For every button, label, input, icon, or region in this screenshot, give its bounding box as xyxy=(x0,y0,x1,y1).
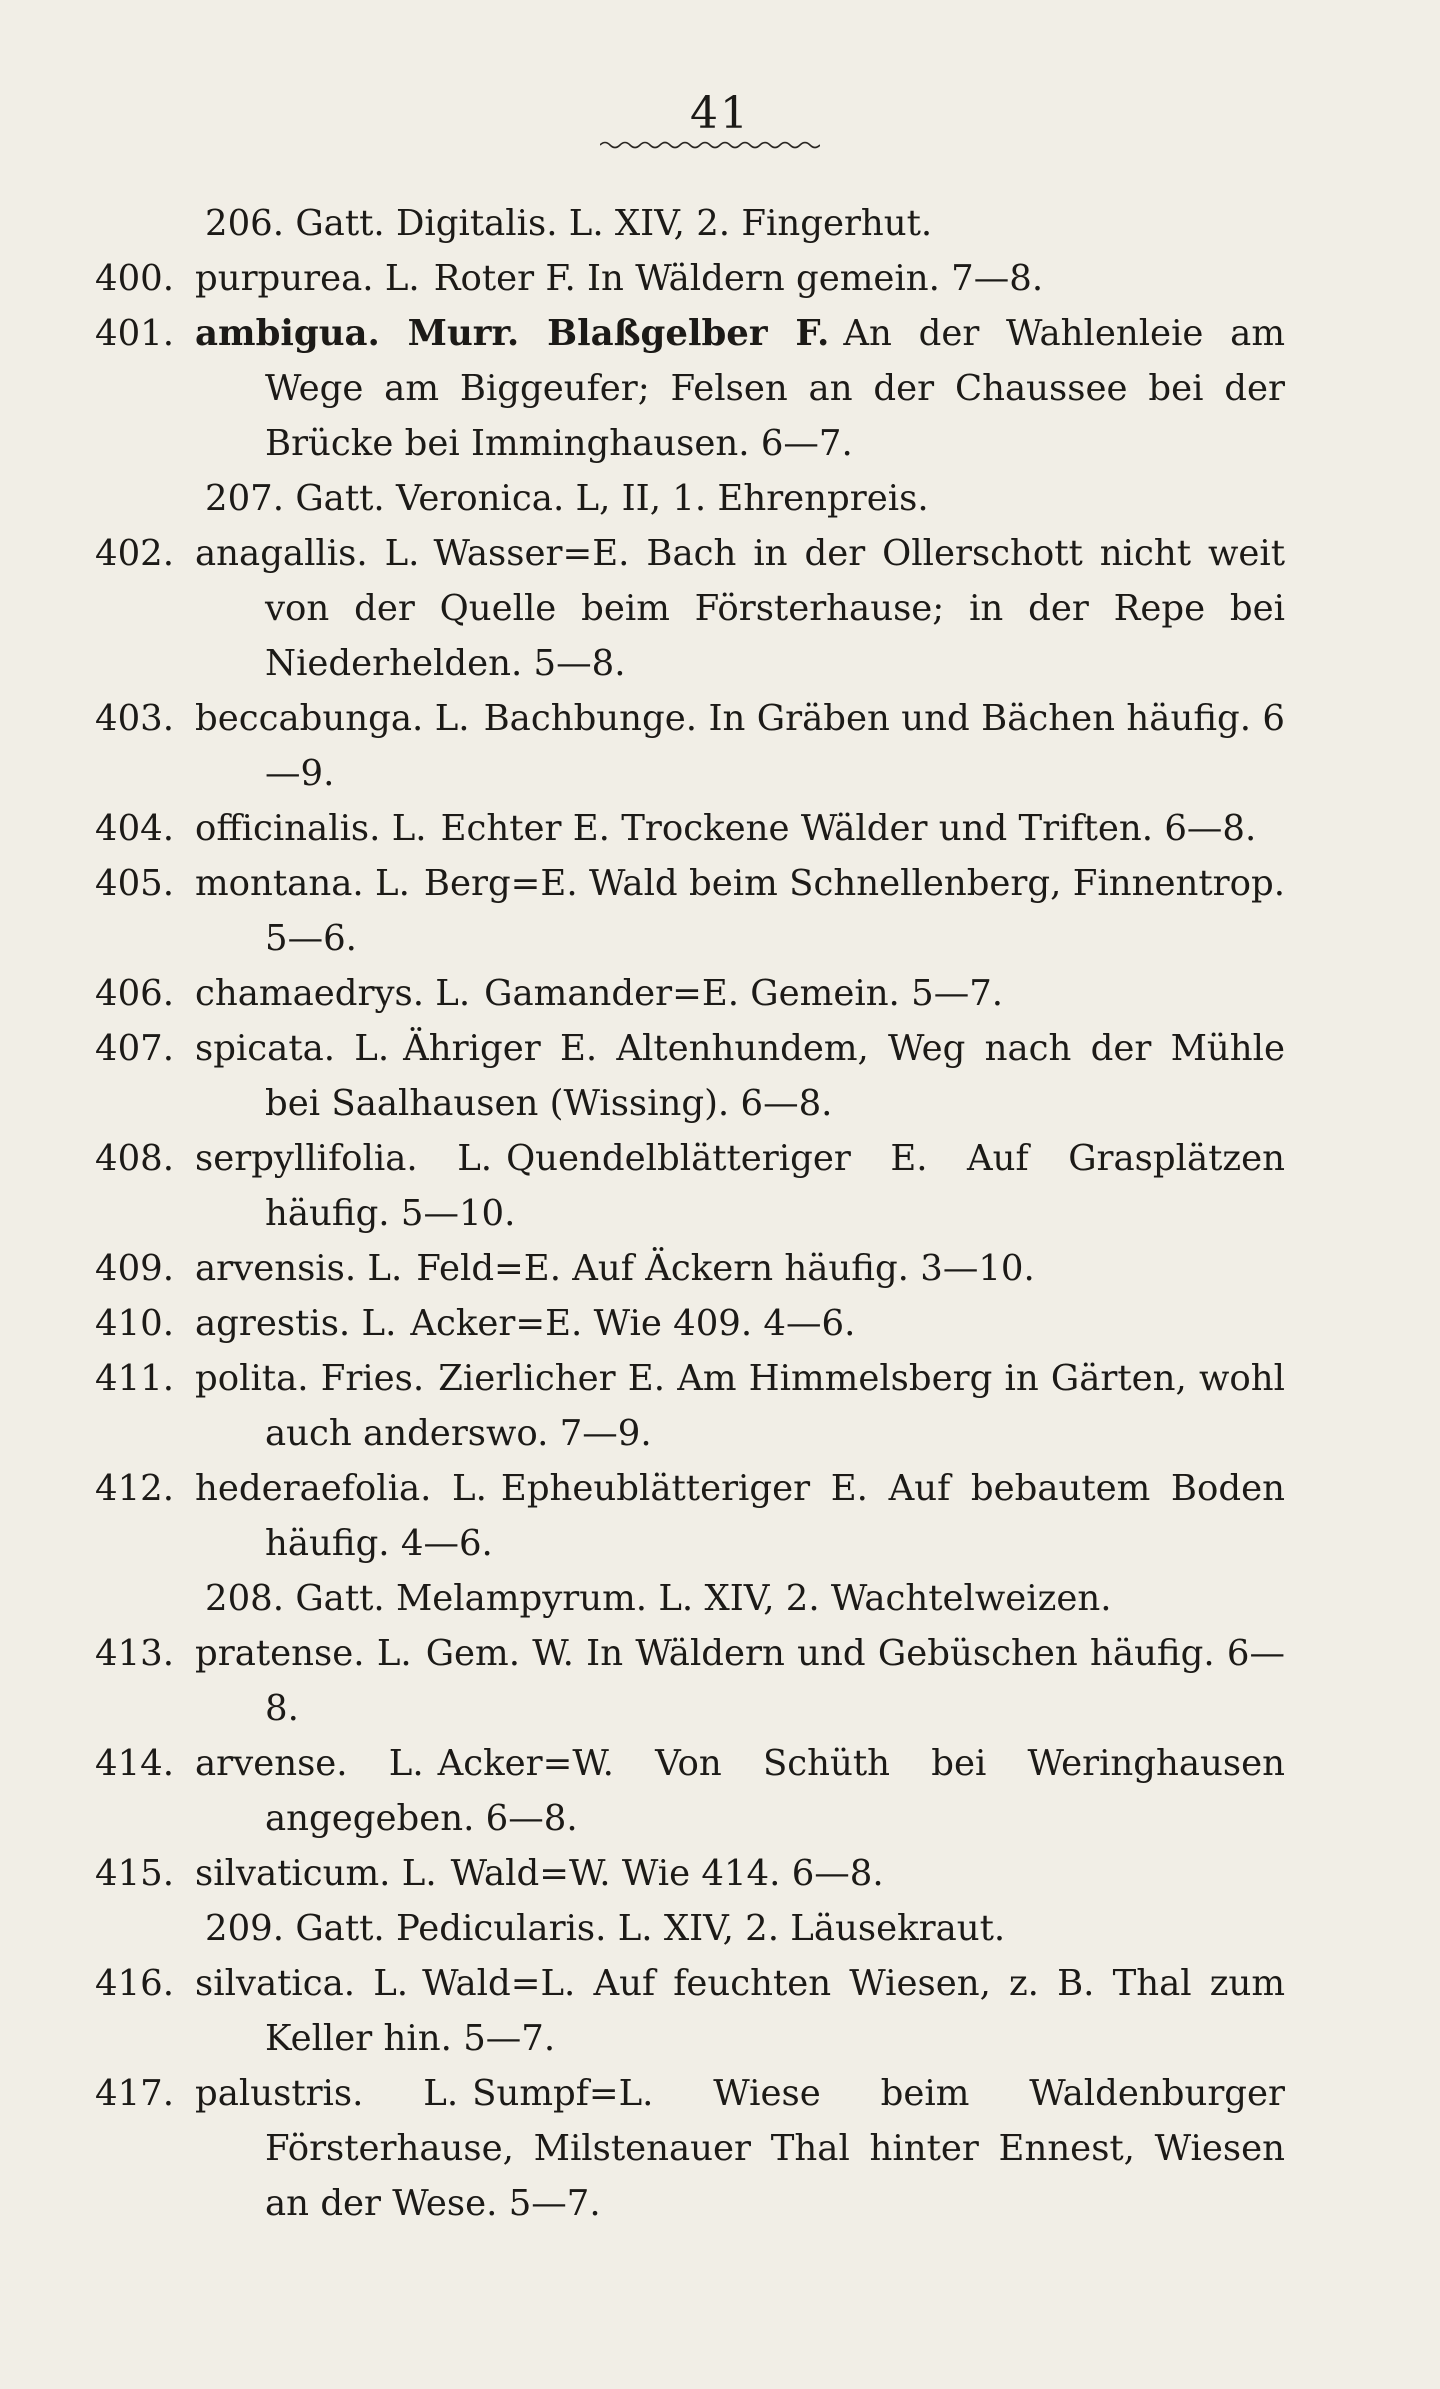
species-entry xyxy=(95,1241,1285,1296)
species-name: agrestis. L. xyxy=(195,1303,397,1344)
text-body xyxy=(95,196,1285,2231)
entry-number: 409. xyxy=(95,1248,175,1289)
entry-number: 413. xyxy=(95,1633,175,1674)
species-entry xyxy=(95,1846,1285,1901)
genus-heading: 208. Gatt. Melampyrum. L. XIV, 2. Wachtelweizen. xyxy=(205,1578,1112,1619)
species-entry xyxy=(95,691,1285,801)
species-description: Roter F. In Wäldern gemein. 7—8. xyxy=(433,258,1044,299)
entry-number: 412. xyxy=(95,1468,175,1509)
entry-number: 415. xyxy=(95,1853,175,1894)
species-name: palustris. L. xyxy=(195,2073,459,2114)
species-name: anagallis. L. xyxy=(195,533,420,574)
entry-number: 411. xyxy=(95,1358,175,1399)
species-name: pratense. L. xyxy=(195,1633,412,1674)
genus-heading: 209. Gatt. Pedicularis. L. XIV, 2. Läusekraut. xyxy=(205,1908,1006,1949)
species-description: An der Wahlenleie am Wege am Biggeufer; Felsen an der Chaussee bei der Brücke bei Imminghausen. 6—7. xyxy=(265,313,1285,464)
species-entry xyxy=(95,1626,1285,1736)
entry-number: 405. xyxy=(95,863,175,904)
entry-number: 400. xyxy=(95,258,175,299)
species-entry xyxy=(95,801,1285,856)
species-name: chamaedrys. L. xyxy=(195,973,471,1014)
species-entry xyxy=(95,1736,1285,1846)
species-name: officinalis. L. xyxy=(195,808,427,849)
genus-heading: 206. Gatt. Digitalis. L. XIV, 2. Fingerhut. xyxy=(205,203,933,244)
species-entry xyxy=(95,1956,1285,2066)
species-name: serpyllifolia. L. xyxy=(195,1138,493,1179)
species-entry xyxy=(95,2066,1285,2231)
species-description: Sumpf=L. Wiese beim Waldenburger Försterhause, Milstenauer Thal hinter Ennest, Wiesen an der Wese. 5—7. xyxy=(265,2073,1286,2224)
species-description: Ähriger E. Altenhundem, Weg nach der Mühle bei Saalhausen (Wissing). 6—8. xyxy=(265,1028,1286,1124)
entry-number: 408. xyxy=(95,1138,175,1179)
species-description: Epheublätteriger E. Auf bebautem Boden häufig. 4—6. xyxy=(265,1468,1285,1564)
species-name: spicata. L. xyxy=(195,1028,390,1069)
species-name: silvatica. L. xyxy=(195,1963,409,2004)
species-description: Wald=W. Wie 414. 6—8. xyxy=(450,1853,884,1894)
species-entry xyxy=(95,966,1285,1021)
species-entry xyxy=(95,526,1285,691)
species-description: Quendelblätteriger E. Auf Grasplätzen häufig. 5—10. xyxy=(265,1138,1285,1234)
species-name: purpurea. L. xyxy=(195,258,420,299)
species-description: Wald=L. Auf feuchten Wiesen, z. B. Thal zum Keller hin. 5—7. xyxy=(265,1963,1285,2059)
species-entry xyxy=(95,1351,1285,1461)
entry-number: 402. xyxy=(95,533,175,574)
species-entry xyxy=(95,1461,1285,1571)
species-name: ambigua. Murr. Blaßgelber F. xyxy=(195,313,830,354)
species-name: beccabunga. L. xyxy=(195,698,470,739)
species-description: Echter E. Trockene Wälder und Triften. 6—8. xyxy=(440,808,1257,849)
species-name: polita. Fries. xyxy=(195,1358,425,1399)
entry-number: 404. xyxy=(95,808,175,849)
entry-number: 410. xyxy=(95,1303,175,1344)
entry-number: 416. xyxy=(95,1963,175,2004)
species-description: Gamander=E. Gemein. 5—7. xyxy=(484,973,1004,1014)
species-description: Feld=E. Auf Äckern häufig. 3—10. xyxy=(416,1248,1035,1289)
species-description: Bachbunge. In Gräben und Bächen häufig. 6—9. xyxy=(265,698,1286,794)
entry-number: 414. xyxy=(95,1743,175,1784)
species-description: Zierlicher E. Am Himmelsberg in Gärten, wohl auch anderswo. 7—9. xyxy=(265,1358,1285,1454)
species-description: Wasser=E. Bach in der Ollerschott nicht weit von der Quelle beim Försterhause; in der Repe bei Niederhelden. 5—8. xyxy=(265,533,1285,684)
species-description: Acker=E. Wie 409. 4—6. xyxy=(410,1303,856,1344)
entry-number: 403. xyxy=(95,698,175,739)
species-entry xyxy=(95,856,1285,966)
species-description: Gem. W. In Wäldern und Gebüschen häufig. 6—8. xyxy=(265,1633,1286,1729)
species-description: Berg=E. Wald beim Schnellenberg, Finnentrop. 5—6. xyxy=(265,863,1285,959)
entry-number: 407. xyxy=(95,1028,175,1069)
entry-number: 406. xyxy=(95,973,175,1014)
page-number: 41 xyxy=(690,88,750,139)
species-entry xyxy=(95,1021,1285,1131)
species-name: silvaticum. L. xyxy=(195,1853,437,1894)
entry-number: 417. xyxy=(95,2073,175,2114)
species-name: montana. L. xyxy=(195,863,410,904)
genus-heading: 207. Gatt. Veronica. L, II, 1. Ehrenpreis. xyxy=(205,478,929,519)
species-entry xyxy=(95,1296,1285,1351)
species-entry xyxy=(95,1131,1285,1241)
species-name: arvense. L. xyxy=(195,1743,424,1784)
wavy-rule-ornament xyxy=(600,138,820,152)
entry-number: 401. xyxy=(95,313,175,354)
species-name: arvensis. L. xyxy=(195,1248,403,1289)
species-description: Acker=W. Von Schüth bei Weringhausen angegeben. 6—8. xyxy=(265,1743,1286,1839)
species-entry xyxy=(95,251,1285,306)
species-name: hederaefolia. L. xyxy=(195,1468,487,1509)
species-entry xyxy=(95,306,1285,471)
